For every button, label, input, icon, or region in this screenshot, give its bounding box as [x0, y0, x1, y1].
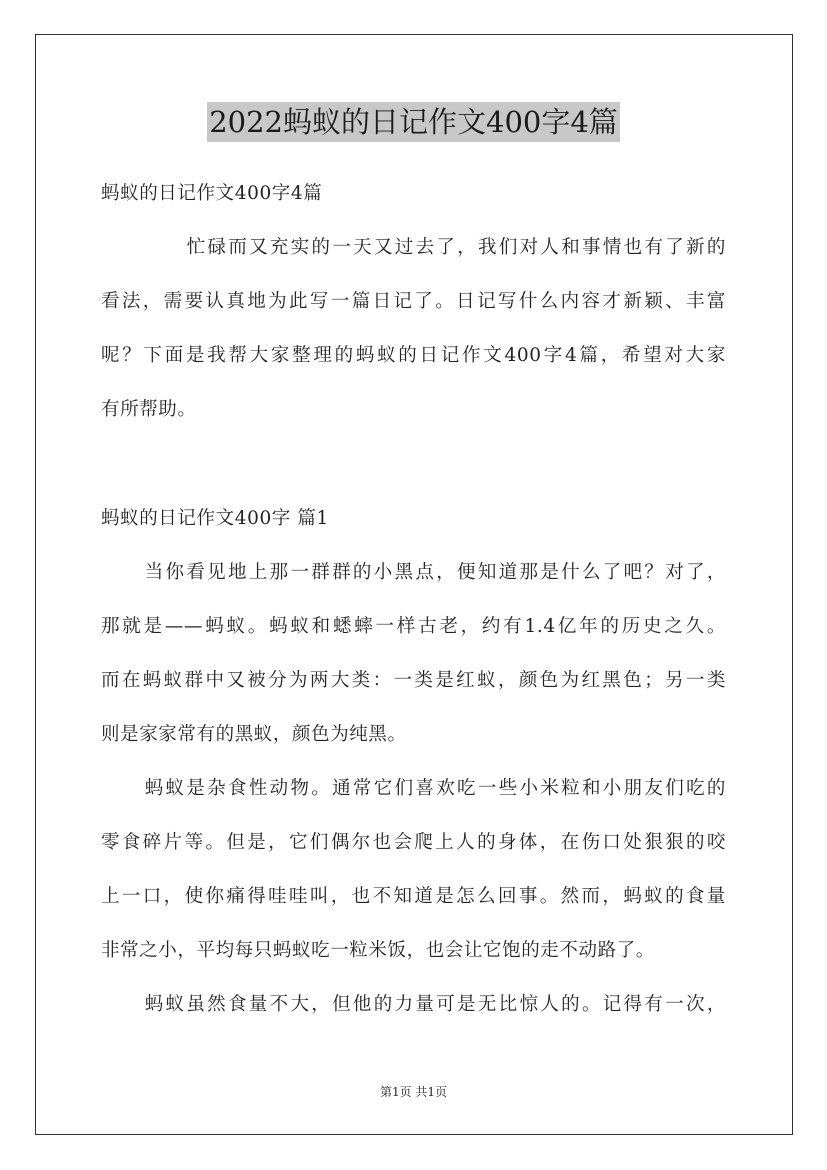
- intro-line: 看法，需要认真地为此写一篇日记了。日记写什么内容才新颖、丰富: [101, 291, 726, 312]
- para2-line: 上一口，使你痛得哇哇叫，也不知道是怎么回事。然而，蚂蚁的食量: [101, 886, 726, 907]
- intro-line: 忙碌而又充实的一天又过去了，我们对人和事情也有了新的: [185, 237, 726, 258]
- para1-line: 而在蚂蚁群中又被分为两大类：一类是红蚁，颜色为红黑色；另一类: [101, 670, 726, 691]
- para2-line: 零食碎片等。但是，它们偶尔也会爬上人的身体，在伤口处狠狠的咬: [101, 832, 726, 853]
- document-title: 2022蚂蚁的日记作文400字4篇: [207, 102, 620, 142]
- document-subtitle: 蚂蚁的日记作文400字4篇: [101, 183, 323, 204]
- intro-line: 呢？下面是我帮大家整理的蚂蚁的日记作文400字4篇，希望对大家: [101, 345, 726, 366]
- section-heading: 蚂蚁的日记作文400字 篇1: [101, 508, 329, 529]
- para3-line: 蚂蚁虽然食量不大，但他的力量可是无比惊人的。记得有一次，: [143, 994, 726, 1015]
- para1-line: 那就是——蚂蚁。蚂蚁和蟋蟀一样古老，约有1.4亿年的历史之久。: [101, 616, 726, 637]
- para1-line: 则是家家常有的黑蚁，颜色为纯黑。: [101, 724, 407, 745]
- title-container: [0, 102, 827, 142]
- para2-line: 蚂蚁是杂食性动物。通常它们喜欢吃一些小米粒和小朋友们吃的: [143, 778, 726, 799]
- para1-line: 当你看见地上那一群群的小黑点，便知道那是什么了吧？对了，: [143, 562, 726, 583]
- para2-line: 非常之小，平均每只蚂蚁吃一粒米饭，也会让它饱的走不动路了。: [101, 940, 655, 961]
- intro-line: 有所帮助。: [101, 399, 197, 420]
- page-footer: 第1页 共1页: [379, 1085, 448, 1099]
